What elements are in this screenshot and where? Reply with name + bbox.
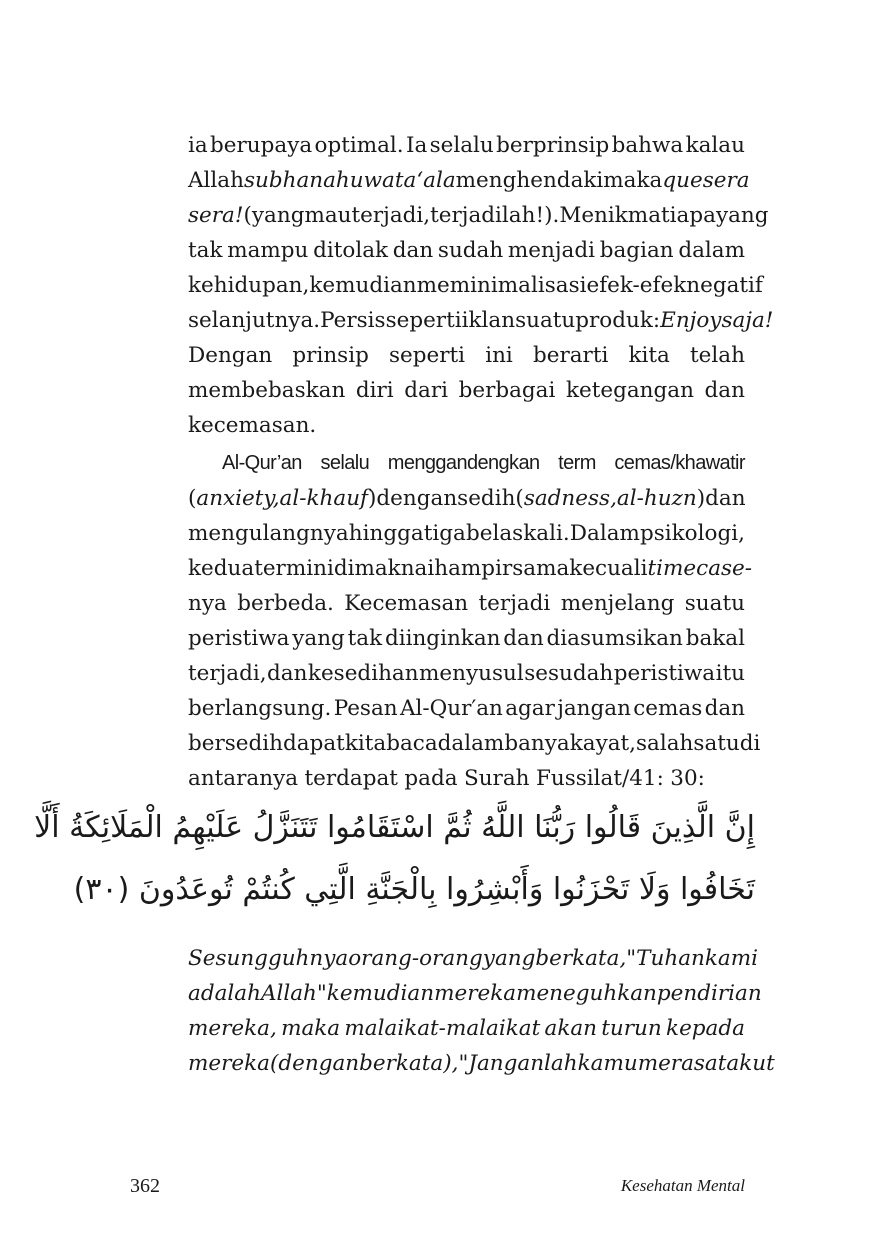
text-line: sera! (yang mau terjadi, terjadilah!). Menikmati apa yang (188, 203, 769, 228)
text-line: terjadi, dan kesedihan menyusul sesudah peristiwa itu (188, 661, 745, 686)
text-line: berlangsung. Pesan Al-Qur′an agar jangan cemas dan (188, 696, 745, 721)
text-line: membebaskan diri dari berbagai ketegangan dan (188, 378, 745, 403)
translation-line: Sesungguhnya orang-orang yang berkata, "Tuhan kami (188, 946, 758, 971)
translation-line: mereka (dengan berkata), "Janganlah kamu merasa takut (188, 1051, 775, 1076)
text-line: antaranya terdapat pada Surah Fussilat/41: 30: (188, 766, 705, 791)
arabic-verse-line-1: إِنَّ الَّذِينَ قَالُوا رَبُّنَا اللَّهُ ثُمَّ اسْتَقَامُوا تَتَنَزَّلُ عَلَيْهِمُ الْمَلَائِكَةُ أَلَّا (34, 810, 755, 845)
arabic-verse-line-2: تَخَافُوا وَلَا تَحْزَنُوا وَأَبْشِرُوا بِالْجَنَّةِ الَّتِي كُنتُمْ تُوعَدُونَ (٣٠) (73, 872, 755, 907)
text-line: kehidupan, kemudian meminimalisasi efek-efek negatif (188, 273, 763, 298)
text-line: tak mampu ditolak dan sudah menjadi bagian dalam (188, 238, 745, 263)
text-line: (anxiety, al-khauf) dengan sedih (sadness, al-huzn) dan (188, 486, 746, 511)
translation-line: adalah Allah" kemudian mereka meneguhkan pendirian (188, 981, 762, 1006)
text-line: Allah subhanahu wa ta‘ala menghendaki maka que sera (188, 168, 750, 193)
text-line: kecemasan. (188, 413, 317, 438)
page-number: 362 (130, 1175, 160, 1197)
text-line: mengulangnya hingga tiga belas kali. Dalam psikologi, (188, 521, 745, 546)
text-line: Al-Qur’an selalu menggandengkan term cemas/khawatir (222, 452, 745, 474)
text-line: nya berbeda. Kecemasan terjadi menjelang suatu (188, 591, 745, 616)
text-line: bersedih dapat kita baca dalam banyak ayat, salah satu di (188, 731, 761, 756)
text-line: selanjutnya. Persis seperti iklan suatu produk: Enjoy saja! (188, 308, 774, 333)
text-line: Dengan prinsip seperti ini berarti kita telah (188, 343, 745, 368)
translation-line: mereka, maka malaikat-malaikat akan turun kepada (188, 1016, 745, 1041)
text-line: kedua term ini dimaknai hampir sama kecuali time case- (188, 556, 753, 581)
text-line: peristiwa yang tak diinginkan dan diasumsikan bakal (188, 626, 745, 651)
text-line: ia berupaya optimal. Ia selalu berprinsip bahwa kalau (188, 133, 745, 158)
book-title: Kesehatan Mental (620, 1176, 745, 1195)
